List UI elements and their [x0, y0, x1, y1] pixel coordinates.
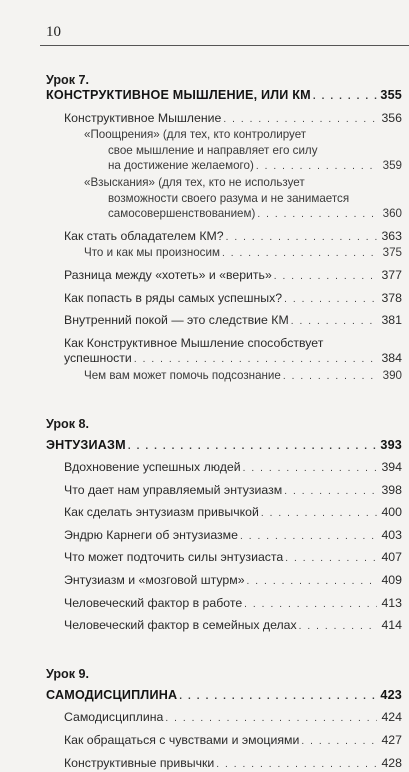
entry-label: Конструктивное Мышление — [64, 110, 222, 125]
toc-entry[interactable] — [46, 111, 402, 128]
toc-entry[interactable] — [46, 550, 402, 567]
dot-leader — [240, 529, 377, 545]
entry-page: 424 — [381, 710, 402, 725]
entry-page: 384 — [381, 351, 402, 366]
toc-subentry[interactable] — [46, 368, 402, 385]
toc-entry[interactable] — [46, 460, 402, 477]
entry-label: Эндрю Карнеги об энтузиазме — [64, 527, 238, 542]
entry-page: 377 — [381, 267, 402, 282]
entry-page: 378 — [381, 290, 402, 305]
entry-page: 400 — [381, 505, 402, 520]
toc-entry[interactable] — [46, 528, 402, 545]
dot-leader — [179, 689, 377, 705]
dot-leader — [128, 439, 377, 455]
entry-label: САМОДИСЦИПЛИНА — [46, 687, 178, 702]
dot-leader — [222, 246, 377, 262]
toc-entry[interactable] — [46, 618, 402, 635]
toc-entry[interactable] — [46, 756, 402, 772]
entry-label: Человеческий фактор в семейных делах — [64, 618, 297, 633]
dot-leader — [301, 734, 377, 750]
dot-leader — [284, 484, 377, 500]
toc-entry[interactable] — [46, 505, 402, 522]
entry-page: 363 — [381, 228, 402, 243]
lesson-title: Урок 8. — [46, 416, 90, 431]
dot-leader — [216, 757, 377, 772]
entry-page: 428 — [381, 755, 402, 770]
header-rule — [40, 45, 409, 46]
dot-leader — [261, 506, 377, 522]
dot-leader — [134, 352, 377, 368]
dot-leader — [165, 711, 377, 727]
entry-page: 375 — [382, 246, 402, 260]
lesson-head-entry[interactable] — [46, 688, 402, 705]
entry-label: Как попасть в ряды самых успешных? — [64, 290, 283, 305]
toc-subentry[interactable] — [46, 175, 402, 223]
entry-page: 413 — [381, 595, 402, 610]
entry-page: 393 — [380, 437, 402, 452]
lesson-9 — [46, 666, 402, 772]
entry-page: 403 — [381, 527, 402, 542]
entry-label-line: успешности — [64, 351, 132, 366]
lesson-title: Урок 9. — [46, 666, 90, 681]
entry-page: 359 — [382, 159, 402, 173]
entry-label: Конструктивные привычки — [64, 755, 215, 770]
toc-entry[interactable] — [46, 733, 402, 750]
entry-page: 398 — [381, 482, 402, 497]
dot-leader — [274, 269, 377, 285]
entry-page: 355 — [380, 88, 402, 102]
entry-page: 390 — [382, 368, 402, 382]
entry-label: Как обращаться с чувствами и эмоциями — [64, 733, 300, 748]
dot-leader — [299, 619, 377, 635]
toc-entry[interactable] — [46, 268, 402, 285]
entry-label: Что и как мы произносим — [84, 246, 220, 260]
entry-label-line: самосовершенствованием) — [108, 207, 256, 221]
dot-leader — [313, 89, 377, 105]
entry-label: КОНСТРУКТИВНОЕ МЫШЛЕНИЕ, ИЛИ КМ — [46, 88, 311, 102]
dot-leader — [247, 574, 377, 590]
lesson-head-entry[interactable] — [46, 88, 402, 105]
entry-label-line: возможности своего разума и не занимается — [108, 191, 350, 205]
entry-page: 394 — [381, 460, 402, 475]
dot-leader — [244, 597, 377, 613]
entry-page: 360 — [382, 207, 402, 221]
entry-label-line: «Взыскания» (для тех, кто не использует — [84, 175, 305, 189]
entry-page: 414 — [381, 618, 402, 633]
toc-entry[interactable] — [46, 710, 402, 727]
table-of-contents — [46, 72, 402, 772]
toc-entry[interactable] — [46, 336, 402, 368]
entry-label: Человеческий фактор в работе — [64, 595, 243, 610]
entry-label: Энтузиазм и «мозговой штурм» — [64, 573, 245, 588]
dot-leader — [291, 314, 377, 330]
entry-page: 381 — [381, 313, 402, 328]
dot-leader — [256, 159, 377, 175]
dot-leader — [257, 207, 377, 223]
entry-label: Вдохновение успешных людей — [64, 460, 241, 475]
toc-entry[interactable] — [46, 229, 402, 246]
entry-label: Внутренний покой — это следствие КМ — [64, 313, 289, 328]
dot-leader — [226, 230, 377, 246]
entry-page: 427 — [381, 733, 402, 748]
dot-leader — [243, 461, 377, 477]
entry-label-line: «Поощрения» (для тех, кто контролирует — [84, 128, 307, 142]
entry-page: 423 — [380, 687, 402, 702]
dot-leader — [283, 369, 377, 385]
toc-entry[interactable] — [46, 313, 402, 330]
lesson-8 — [46, 416, 402, 635]
entry-label-line: свое мышление и направляет его силу — [108, 143, 318, 157]
dot-leader — [223, 112, 377, 128]
entry-label: Что может подточить силы энтузиаста — [64, 550, 284, 565]
toc-subentry[interactable] — [46, 245, 402, 262]
entry-page: 356 — [381, 110, 402, 125]
entry-label: Чем вам может помочь подсознание — [84, 368, 281, 382]
entry-label: Как стать обладателем КМ? — [64, 228, 224, 243]
dot-leader — [284, 292, 377, 308]
entry-label: Что дает нам управляемый энтузиазм — [64, 482, 283, 497]
lesson-7 — [46, 72, 402, 385]
lesson-head-entry[interactable] — [46, 438, 402, 455]
lesson-title: Урок 7. — [46, 73, 90, 87]
entry-page: 409 — [381, 573, 402, 588]
dot-leader — [285, 551, 377, 567]
toc-entry[interactable] — [46, 291, 402, 308]
entry-page: 407 — [381, 550, 402, 565]
entry-label-line: Как Конструктивное Мышление способствует — [64, 335, 324, 350]
entry-label: ЭНТУЗИАЗМ — [46, 437, 126, 452]
page-number: 10 — [46, 24, 61, 40]
toc-entry[interactable] — [46, 596, 402, 613]
entry-label: Самодисциплина — [64, 710, 164, 725]
toc-entry[interactable] — [46, 573, 402, 590]
toc-subentry[interactable] — [46, 127, 402, 175]
entry-label-line: на достижение желаемого) — [108, 159, 254, 173]
entry-label: Разница между «хотеть» и «верить» — [64, 267, 272, 282]
entry-label: Как сделать энтузиазм привычкой — [64, 505, 259, 520]
toc-entry[interactable] — [46, 483, 402, 500]
